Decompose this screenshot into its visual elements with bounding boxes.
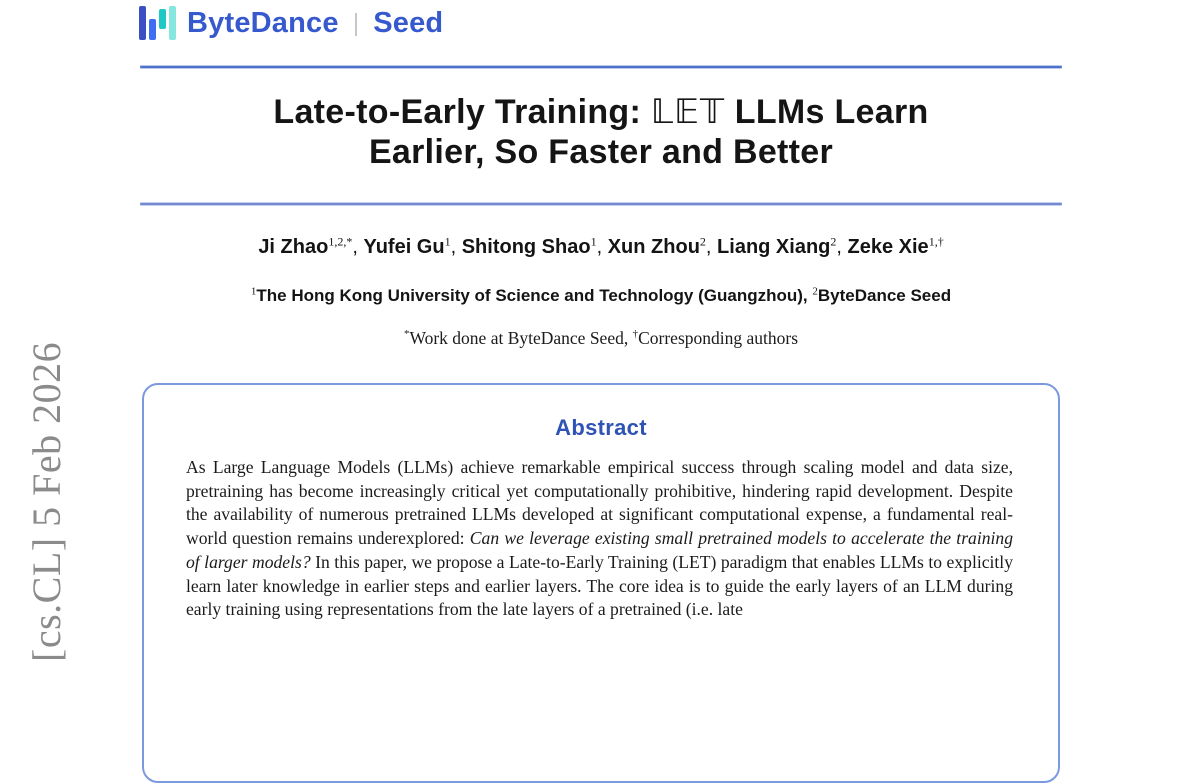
affiliation-line: $^1$The Hong Kong University of Science and Technology (Guangzhou), $^2$ByteDance Seed (250, 285, 952, 305)
abstract-box (142, 383, 1060, 783)
abstract-segment-2: In this paper, we propose a Late-to-Early Training (LET) paradigm that enables LLMs to explicitly learn later knowledge in earlier steps and earlier layers. The core idea is to guide the early layers of an LLM during early training using representations from the late layers of a pretrained (i.e. late (186, 551, 1013, 620)
logo-bar-4 (169, 6, 176, 40)
author-line: Ji Zhao$^{1,2,*}$, Yufei Gu$^1$, Shitong Shao$^1$, Xun Zhou$^2$, Liang Xiang$^2$, Zeke Xie$^{1,\dagger}$ (258, 234, 944, 258)
blackboard-let-text: 𝕃𝔼𝕋 (650, 92, 726, 132)
author: Ji Zhao$^{1,2,*}$ (258, 234, 353, 258)
abstract-segment-1: As Large Language Models (LLMs) achieve remarkable empirical success through scaling model and data size, pretraining has become increasingly critical yet computationally prohibitive, hindering rapid development. Despite the availability of numerous pretrained LLMs developed at significant computational expense, a fundamental real-world question remains underexplored: (186, 457, 1013, 549)
author: Shitong Shao$^1$ (461, 234, 597, 258)
title-text-pre: Late-to-Early Training: (273, 93, 651, 131)
header-rule (140, 66, 1062, 68)
logo-divider: | (352, 8, 360, 37)
title-text-post: LLMs Learn (725, 93, 929, 131)
footnote: *Work done at ByteDance Seed (403, 328, 624, 348)
affiliation: $^2$ByteDance Seed (812, 285, 952, 305)
author: Zeke Xie$^{1,\dagger}$ (847, 234, 944, 258)
author: Xun Zhou$^2$ (607, 234, 706, 258)
paper-title-line2: Earlier, So Faster and Better (368, 133, 834, 171)
sub-brand-name: Seed (373, 6, 444, 39)
abstract-heading: Abstract (555, 415, 647, 440)
bytedance-seed-logo (139, 3, 443, 43)
abstract-text (186, 456, 1013, 622)
title-rule (140, 203, 1062, 205)
author: Yufei Gu$^1$ (363, 234, 451, 258)
brand-name: ByteDance (187, 6, 339, 39)
footnote: †Corresponding authors (632, 328, 799, 348)
logo-bar-2 (149, 19, 156, 40)
logo-bar-1 (139, 6, 146, 40)
bytedance-bars-icon (139, 4, 176, 42)
arxiv-stamp: [cs.CL] 5 Feb 2026 (24, 341, 69, 662)
paper-title (140, 92, 1062, 172)
author: Liang Xiang$^2$ (717, 234, 837, 258)
abstract-italic-question: Can we leverage existing small pretrained models to accelerate the training of larger models? (186, 528, 1014, 572)
logo-bar-3 (159, 9, 166, 29)
paper-title-line1 (273, 93, 928, 131)
notes-line: *Work done at ByteDance Seed, †Corresponding authors (403, 328, 799, 348)
affiliation: $^1$The Hong Kong University of Science and Technology (Guangzhou) (250, 285, 803, 305)
